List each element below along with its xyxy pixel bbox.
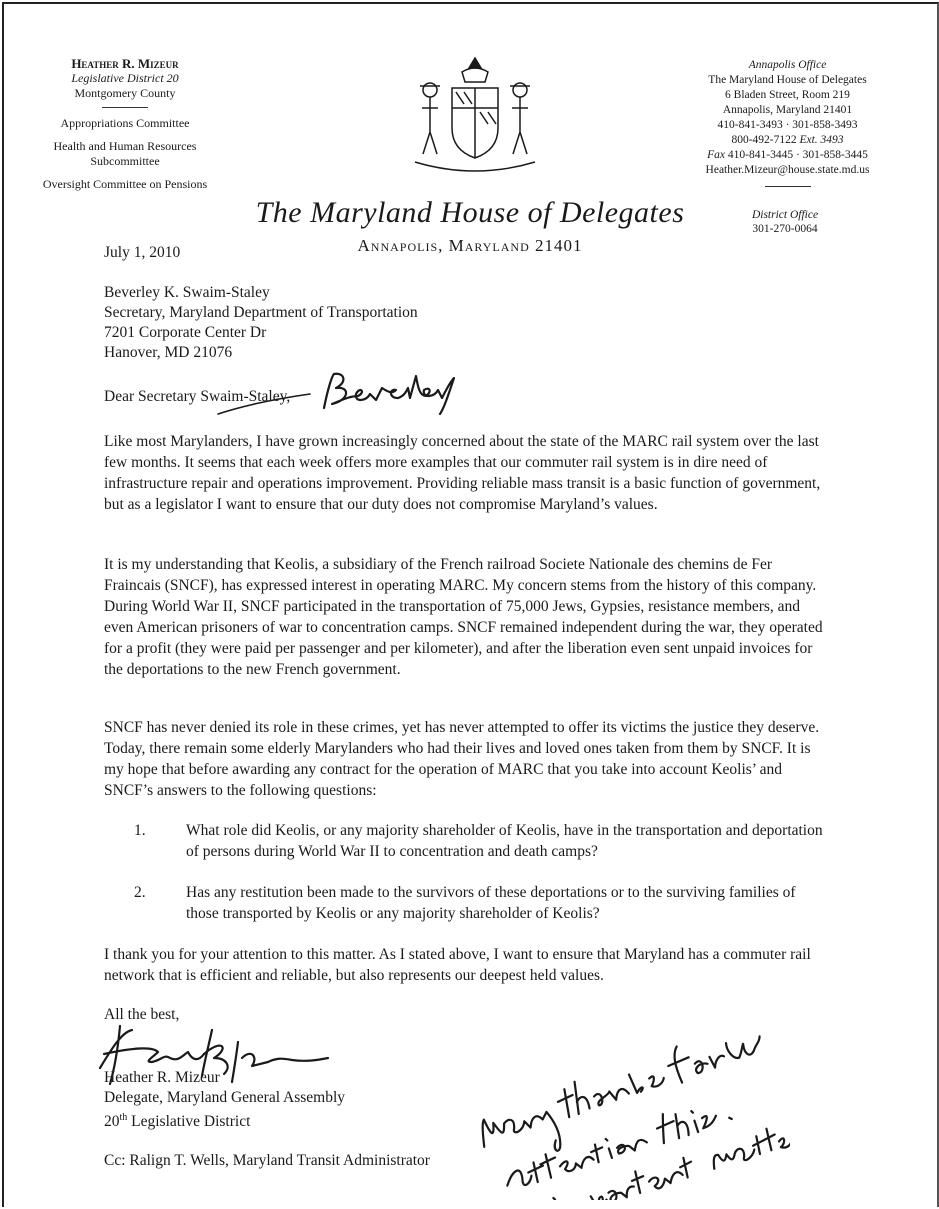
office-label: Annapolis Office (748, 59, 827, 71)
delegate-name: Heather R. Mizeur (71, 56, 179, 71)
letterhead-title: The Maryland House of Delegates (255, 196, 685, 229)
committee-health-line2: Subcommittee (90, 154, 160, 168)
office-fax: Fax 410-841-3445 · 301-858-3445 (707, 149, 868, 161)
committee-health-line1: Health and Human Resources (53, 139, 197, 153)
district-office-phone: 301-270-0064 (752, 223, 818, 235)
delegate-county: Montgomery County (74, 86, 176, 100)
recipient-city: Hanover, MD 21076 (104, 344, 233, 361)
closing: All the best, (104, 1006, 180, 1023)
salutation: Dear Secretary Swaim-Staley, (104, 388, 291, 405)
signer-role: Delegate, Maryland General Assembly (104, 1089, 346, 1106)
handwritten-salutation (318, 368, 458, 416)
question-text: What role did Keolis, or any majority shareholder of Keolis, have in the transportation and deportation of persons during World War II to concentration and death camps? (186, 822, 823, 860)
recipient-name: Beverley K. Swaim-Staley (104, 284, 270, 301)
question-text: Has any restitution been made to the survivors of these deportations or to the surviving families of those transported by Keolis or any majority shareholder of Keolis? (186, 884, 796, 922)
office-email: Heather.Mizeur@house.state.md.us (705, 164, 870, 176)
paragraph-2: It is my understanding that Keolis, a subsidiary of the French railroad Societe Nationale des chemins de Fer Fraincais (SNCF), has expressed interest in operating MARC. My concern stems from the history of this company. During World War II, SNCF participated in the transportation of 75,000 Jews, Gypsies, resistance members, and even American prisoners of war to concentration camps. SNCF remained independent during the war, they operated for a profit (they were paid per passenger and per kilometer), and after the liberation even sent unpaid invoices for the deportations to the new French government. (104, 556, 823, 678)
signer-district: 20th Legislative District (104, 1112, 251, 1131)
office-line1: The Maryland House of Delegates (708, 74, 867, 86)
committee-appropriations: Appropriations Committee (60, 116, 190, 130)
committee-pensions: Oversight Committee on Pensions (42, 177, 208, 191)
handwritten-note (470, 1020, 790, 1200)
district-office-label: District Office (751, 209, 819, 221)
recipient-street: 7201 Corporate Center Dr (104, 324, 267, 341)
paragraph-3: SNCF has never denied its role in these crimes, yet has never attempted to offer its victims the justice they deserve. Today, there remain some elderly Marylanders who had their lives and loved ones taken from them by SNCF. It is my hope that before awarding any contract for the operation of MARC that you take into account Keolis’ and SNCF’s answers to the following questions: (104, 719, 820, 799)
cc-line: Cc: Ralign T. Wells, Maryland Transit Administrator (104, 1152, 430, 1169)
recipient-address (104, 283, 824, 363)
office-line3: Annapolis, Maryland 21401 (722, 104, 853, 116)
question-number: 2. (134, 884, 146, 901)
strikethrough-mark (214, 388, 314, 418)
maryland-seal-icon (400, 50, 550, 180)
delegate-info (30, 56, 220, 192)
divider (102, 107, 148, 108)
letter-date: July 1, 2010 (104, 244, 181, 261)
office-line5: 800-492-7122 Ext. 3493 (731, 134, 844, 146)
office-line2: 6 Bladen Street, Room 219 (725, 89, 850, 101)
letterhead-subtitle: Annapolis, Maryland 21401 (357, 236, 583, 255)
district-office (730, 208, 840, 236)
office-line4: 410-841-3493 · 301-858-3493 (717, 119, 858, 131)
annapolis-office-info (690, 58, 885, 195)
recipient-title: Secretary, Maryland Department of Transportation (104, 304, 418, 321)
divider (765, 186, 811, 187)
question-number: 1. (134, 822, 146, 839)
signer-name: Heather R. Mizeur (104, 1069, 220, 1086)
paragraph-1: Like most Marylanders, I have grown increasingly concerned about the state of the MARC rail system over the last few months. It seems that each week offers more examples that our commuter rail system is in dire need of infrastructure repair and operations improvement. Providing reliable mass transit is a basic function of government, but as a legislator I want to ensure that our duty does not compromise Maryland’s values. (104, 433, 821, 513)
paragraph-4: I thank you for your attention to this matter. As I stated above, I want to ensure that Maryland has a commuter rail network that is efficient and reliable, but also represents our deepest held values. (104, 946, 811, 984)
delegate-district: Legislative District 20 (71, 71, 179, 85)
